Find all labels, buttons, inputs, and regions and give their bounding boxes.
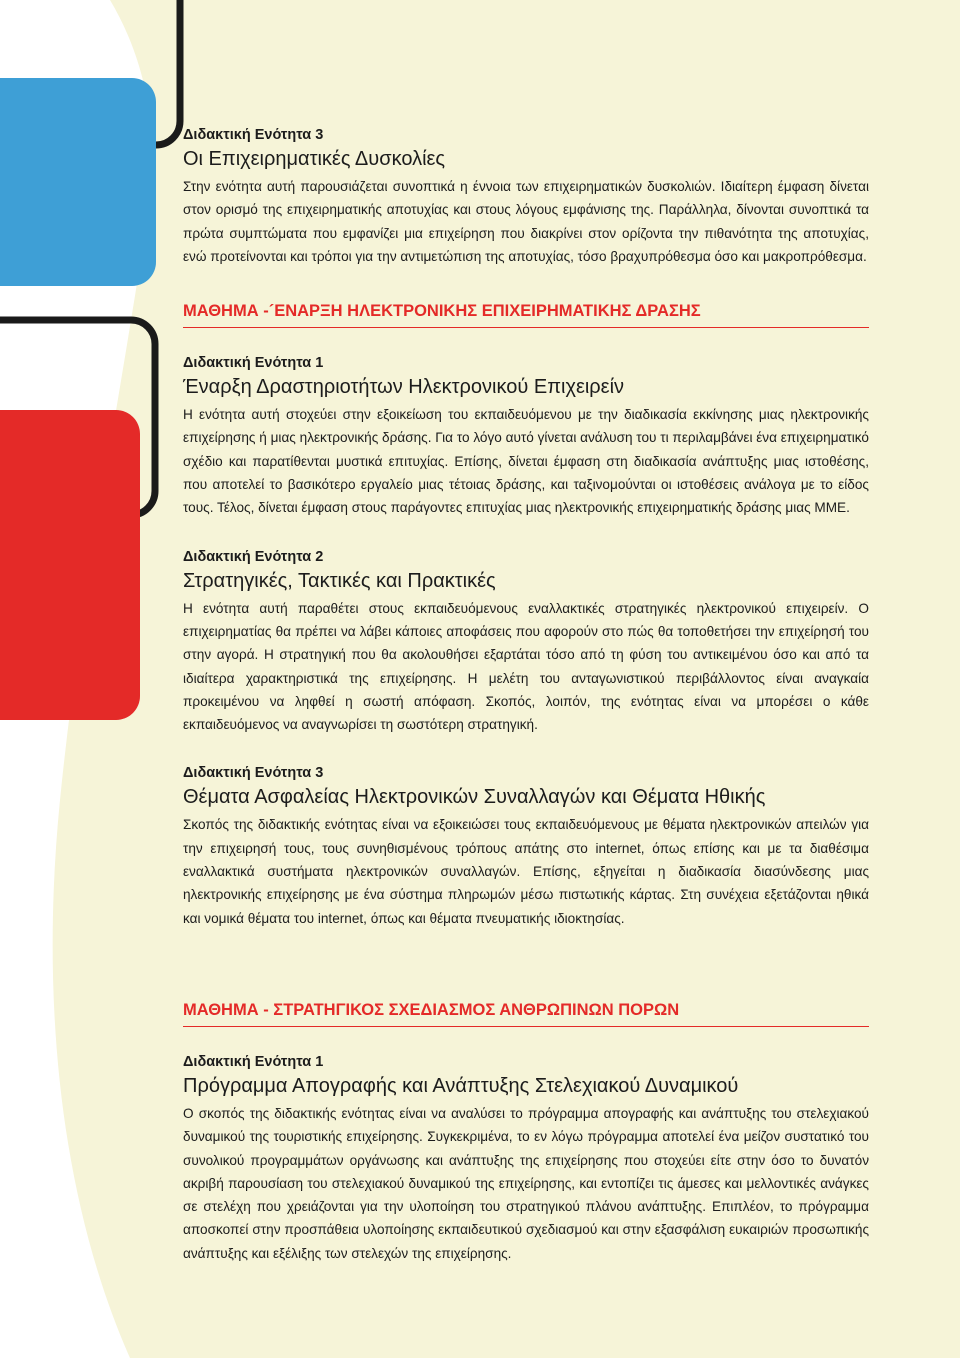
unit-label: Διδακτική Ενότητα 3 — [183, 765, 324, 782]
course1-unit-3 — [183, 764, 869, 929]
course-heading: ΜΑΘΗΜΑ -´ΕΝΑΡΞΗ ΗΛΕΚΤΡΟΝΙΚΗΣ ΕΠΙΧΕΙΡΗΜΑΤΙΚΗΣ ΔΡΑΣΗΣ — [183, 301, 869, 328]
page-content — [183, 126, 869, 1265]
red-square — [0, 410, 140, 720]
unit-title: Θέματα Ασφαλείας Ηλεκτρονικών Συναλλαγών και Θέματα Ηθικής — [183, 786, 766, 809]
unit-body: Σκοπός της διδακτικής ενότητας είναι να εξοικειώσει τους εκπαιδευόμενους με θέματα ηλεκτρονικών απειλών για την επιχειρησή τους, τους συνηθισμένους τρόπους απάτης στο internet, όπως επίσης και με τα διαθέσιμα εναλλακτικά συστήματα ηλεκτρονικών συναλλαγών. Επίσης, εξηγείται η διαδικασία διασύνδεσης μιας ηλεκτρονικής επιχείρησης με ένα σύστημα πληρωμών μέσω πιστωτικής κάρτας. Στη συνέχεια εξετάζονται ηθικά και νομικά θέματα του internet, όπως και θέματα πνευματικής ιδιοκτησίας. — [183, 817, 869, 926]
course1-unit-2 — [183, 548, 869, 737]
unit-title: Έναρξη Δραστηριοτήτων Ηλεκτρονικού Επιχειρείν — [183, 376, 625, 399]
unit-label: Διδακτική Ενότητα 3 — [183, 127, 324, 143]
course1-unit-1 — [183, 354, 869, 519]
unit-title: Οι Επιχειρηματικές Δυσκολίες — [183, 148, 446, 170]
unit-body: Στην ενότητα αυτή παρουσιάζεται συνοπτικά η έννοια των επιχειρηματικών δυσκολιών. Ιδιαίτερη έμφαση δίνεται στον ορισμό της επιχειρηματικής αποτυχίας και στους λόγους εμφάνισης της. Παράλληλα, δίνονται συνοπτικά τα πρώτα συμπτώματα που εμφανίζει μια επιχείρηση που διακρίνει στον ορίζοντα την πιθανότητα της αποτυχίας, ενώ προτείνονται και τρόποι για την αντιμετώπιση της αποτυχίας, τόσο βραχυπρόθεσμα όσο και μακροπρόθεσμα. — [183, 179, 869, 264]
unit-label: Διδακτική Ενότητα 2 — [183, 548, 324, 565]
course2-unit-1 — [183, 1053, 869, 1265]
unit-body: Ο σκοπός της διδακτικής ενότητας είναι να αναλύσει το πρόγραμμα απογραφής και ανάπτυξης του στελεχιακού δυναμικού της τουριστικής επιχείρησης. Συγκεκριμένα, το εν λόγω πρόγραμμα αποτελεί ένα μείζον συστατικό του συνολικού προγραμμάτων οργάνωσης και ανάπτυξης της επιχείρησης που στοχεύει είτε στην όσο το δυνατόν ακριβή παρουσίαση του στελεχιακού δυναμικού της επιχείρησης, και εντοπίζει τις άμεσες και μελλοντικές ανάγκες σε στελέχη που χρειάζονται για την υλοποίηση του στρατηγικού πλάνου ανάπτυξης. Επιπλέον, το πρόγραμμα αποσκοπεί στην προσπάθεια υλοποίησης εκπαιδευτικού σχεδιασμού και στην εξασφάλιση ευκαιριών προσωπικής ανάπτυξης και εξέλιξης των στελεχών της επιχείρησης. — [183, 1105, 869, 1261]
unit-label: Διδακτική Ενότητα 1 — [183, 1053, 324, 1070]
unit-body: Η ενότητα αυτή παραθέτει στους εκπαιδευόμενους εναλλακτικές στρατηγικές ηλεκτρονικού επιχειρείν. Ο επιχειρηματίας θα πρέπει να λάβει κάποιες αποφάσεις που αφορούν στο πώς θα τοποθετήσει την επιχείρησή του στην αγορά. Η στρατηγική που θα ακολουθήσει εξαρτάται τόσο από τη φύση του αντικειμένου όσο και από τα ιδιαίτερα χαρακτηριστικά της επιχείρησης. Η μελέτη του ανταγωνιστικού περιβάλλοντος είναι αναγκαία προκειμένου να ληφθεί η σωστή απόφαση. Σκοπός, λοιπόν, της ενότητας είναι να μπορέσει ο κάθε εκπαιδευόμενος να αναγνωρίσει τη σωστότερη στρατηγική. — [183, 600, 869, 733]
unit-title: Στρατηγικές, Τακτικές και Πρακτικές — [183, 569, 496, 592]
course-heading: ΜΑΘΗΜΑ - ΣΤΡΑΤΗΓΙΚΟΣ ΣΧΕΔΙΑΣΜΟΣ ΑΝΘΡΩΠΙΝΩΝ ΠΟΡΩΝ — [183, 1000, 869, 1027]
intro-unit — [183, 126, 869, 268]
unit-body: Η ενότητα αυτή στοχεύει στην εξοικείωση του εκπαιδευόμενου με την διαδικασία εκκίνησης μιας ηλεκτρονικής επιχείρησης ή μιας ηλεκτρονικής δράσης. Για το λόγο αυτό γίνεται ανάλυση του τι περιλαμβάνει ένα επιχειρηματικό σχέδιο και παρατίθενται μυστικά επιτυχίας. Επίσης, δίνεται έμφαση στη διαδικασία ανάπτυξης μιας ιστοθέσης, που αποτελεί το βασικότερο εργαλείο μιας τέτοιας δράσης, και ταξινομούνται οι ιστοθέσεις ανάλογα με το είδος τους. Τέλος, δίνεται έμφαση στους παράγοντες επιτυχίας μιας ηλεκτρονικής επιχειρηματικής δράσης μιας ΜΜΕ. — [183, 407, 869, 516]
blue-square — [0, 78, 156, 286]
unit-title: Πρόγραμμα Απογραφής και Ανάπτυξης Στελεχιακού Δυναμικού — [183, 1074, 739, 1097]
unit-label: Διδακτική Ενότητα 1 — [183, 355, 324, 372]
